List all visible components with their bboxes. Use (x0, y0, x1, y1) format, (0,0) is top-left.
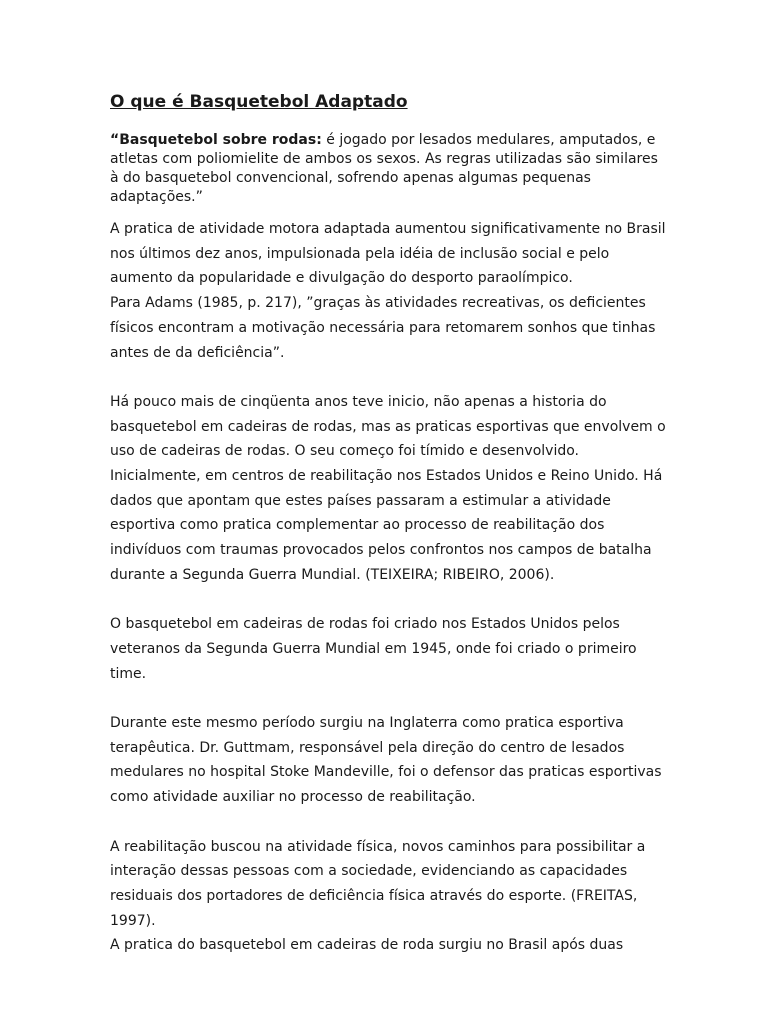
document-title: O que é Basquetebol Adaptado (110, 92, 408, 112)
quote-text: é jogado por lesados medulares, amputados, e atletas com poliomielite de ambos os sexos. As regras utilizadas são similares à do basquetebol convencional, sofrendo apenas algumas pequenas adaptações.” (110, 132, 658, 205)
definition-quote (110, 131, 670, 207)
paragraph-brazil: A pratica do basquetebol em cadeiras de roda surgiu no Brasil após duas (110, 937, 624, 954)
paragraph-adams: Para Adams (1985, p. 217), ”graças às atividades recreativas, os deficientes físicos encontram a motivação necessária para retomarem sonhos que tinhas antes de da deficiência”. (110, 295, 656, 361)
paragraph-england: Durante este mesmo período surgiu na Inglaterra como pratica esportiva terapêutica. Dr. Guttmam, responsável pela direção do centro de lesados medulares no hospital Stoke Mandeville, foi o defensor das praticas esportivas como atividade auxiliar no processo de reabilitação. (110, 715, 662, 806)
paragraph-history: Há pouco mais de cinqüenta anos teve inicio, não apenas a historia do basquetebol em cadeiras de rodas, mas as praticas esportivas que envolvem o uso de cadeiras de rodas. O seu começo foi tímido e desenvolvido. Inicialmente, em centros de reabilitação nos Estados Unidos e Reino Unido. Há dados que apontam que estes países passaram a estimular a atividade esportiva como pratica complementar ao processo de reabilitação dos indivíduos com traumas provocados pelos confrontos nos campos de batalha durante a Segunda Guerra Mundial. (TEIXEIRA; RIBEIRO, 2006). (110, 393, 666, 583)
paragraph-inclusion: A pratica de atividade motora adaptada aumentou significativamente no Brasil nos últimos dez anos, impulsionada pela idéia de inclusão social e pelo aumento da popularidade e divulgação do desporto paraolímpico. (110, 221, 666, 287)
paragraph-rehabilitation: A reabilitação buscou na atividade física, novos caminhos para possibilitar a interação dessas pessoas com a sociedade, evidenciando as capacidades residuais dos portadores de deficiência física através do esporte. (FREITAS, 1997). (110, 838, 646, 929)
paragraph-usa-origin: O basquetebol em cadeiras de rodas foi criado nos Estados Unidos pelos veteranos da Segunda Guerra Mundial em 1945, onde foi criado o primeiro time. (110, 616, 637, 682)
quote-lead: “Basquetebol sobre rodas: (110, 132, 322, 148)
document-body (110, 217, 670, 958)
